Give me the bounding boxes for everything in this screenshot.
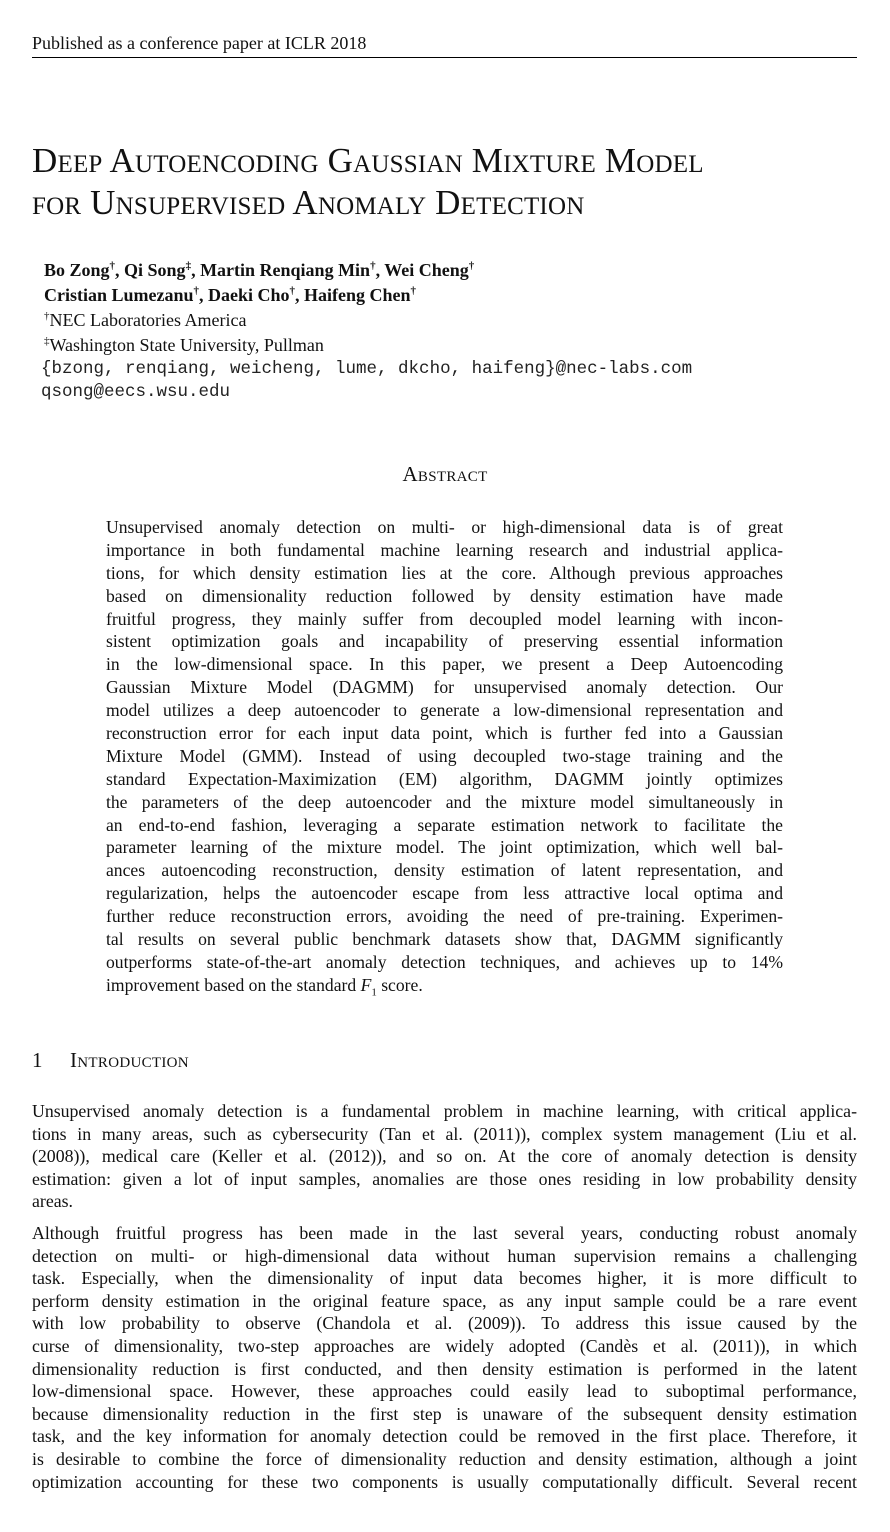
paragraph-line: (2008)), medical care (Keller et al. (2012)), and so on. At the core of anomaly detection is density xyxy=(32,1146,857,1167)
abstract-line: tions, for which density estimation lies at the core. Although previous approaches xyxy=(106,562,783,583)
paragraph-line: perform density estimation in the original feature space, as any input sample could be a rare event xyxy=(32,1290,857,1311)
author-affiliation-mark: † xyxy=(370,260,376,272)
paragraph-line: task, and the key information for anomaly detection could be removed in the first place. Therefore, it xyxy=(32,1426,857,1447)
abstract-body xyxy=(106,516,783,997)
paragraph-line: task. Especially, when the dimensionality of input data becomes higher, it is more difficult to xyxy=(32,1268,857,1289)
abstract-line: standard Expectation-Maximization (EM) algorithm, DAGMM jointly optimizes xyxy=(106,768,783,789)
author-name: Martin Renqiang Min xyxy=(200,260,371,280)
introduction-body xyxy=(32,1100,857,1493)
section-title: Introduction xyxy=(70,1048,189,1072)
abstract-line: sistent optimization goals and incapability of preserving essential information xyxy=(106,631,783,652)
abstract-line: parameter learning of the mixture model. The joint optimization, which well bal- xyxy=(106,837,783,858)
paragraph-line: is desirable to combine the force of dimensionality reduction and density estimation, although a joint xyxy=(32,1448,857,1469)
author-name: Bo Zong xyxy=(44,260,110,280)
abstract-line: Gaussian Mixture Model (DAGMM) for unsupervised anomaly detection. Our xyxy=(106,677,783,698)
intro-paragraph-1 xyxy=(32,1100,857,1213)
author-affiliation-mark: ‡ xyxy=(185,260,192,272)
author-name: Daeki Cho xyxy=(208,285,290,305)
paragraph-line: Unsupervised anomaly detection is a fundamental problem in machine learning, with critical applica- xyxy=(32,1101,857,1121)
abstract-line: tal results on several public benchmark datasets show that, DAGMM significantly xyxy=(106,929,783,950)
abstract-line: model utilizes a deep autoencoder to generate a low-dimensional representation and xyxy=(106,700,783,721)
abstract-line: an end-to-end fashion, leveraging a separate estimation network to facilitate the xyxy=(106,814,783,835)
paragraph-line: areas. xyxy=(32,1191,73,1212)
author-name: Haifeng Chen xyxy=(304,285,411,305)
abstract-heading: Abstract xyxy=(402,462,488,486)
email-wsu: qsong@eecs.wsu.edu xyxy=(41,382,231,402)
abstract-line: Mixture Model (GMM). Instead of using decoupled two-stage training and the xyxy=(106,745,783,766)
abstract-line: the parameters of the deep autoencoder and the mixture model simultaneously in xyxy=(106,791,783,812)
abstract-line: ances autoencoding reconstruction, density estimation of latent representation, and xyxy=(106,860,783,881)
author-affiliation-mark: † xyxy=(468,260,475,272)
abstract-line: in the low-dimensional space. In this paper, we present a Deep Autoencoding xyxy=(106,654,783,675)
paragraph-line: tions in many areas, such as cybersecurity (Tan et al. (2011)), complex system management (Liu et al. xyxy=(32,1123,857,1144)
paper-title xyxy=(32,140,862,224)
intro-paragraph-2 xyxy=(32,1222,857,1493)
double-dagger-mark: ‡ xyxy=(44,335,50,347)
dagger-mark: † xyxy=(44,310,50,322)
author-block xyxy=(41,258,844,404)
abstract-line: regularization, helps the autoencoder escape from less attractive local optima and xyxy=(106,883,783,904)
paper-title-line-1: Deep Autoencoding Gaussian Mixture Model xyxy=(32,141,704,180)
running-head: Published as a conference paper at ICLR 2018 xyxy=(32,32,857,58)
paragraph-line: optimization accounting for these two components is usually computationally difficult. Several recent xyxy=(32,1471,857,1492)
paragraph-line: because dimensionality reduction in the first step is unaware of the subsequent density estimation xyxy=(32,1403,857,1424)
abstract-line: fruitful progress, they mainly suffer from decoupled model learning with incon- xyxy=(106,608,783,629)
paragraph-line: detection on multi- or high-dimensional data without human supervision remains a challenging xyxy=(32,1245,857,1266)
author-affiliation-mark: † xyxy=(410,285,417,297)
author-line-1: Bo Zong†, Qi Song‡, Martin Renqiang Min†, Wei Cheng† xyxy=(44,260,475,280)
abstract-line: further reduce reconstruction errors, avoiding the need of pre-training. Experimen- xyxy=(106,906,783,927)
paragraph-line: Although fruitful progress has been made in the last several years, conducting robust anomaly xyxy=(32,1222,857,1243)
section-heading-introduction xyxy=(32,1048,857,1073)
abstract-line: outperforms state-of-the-art anomaly detection techniques, and achieves up to 14% xyxy=(106,951,783,972)
abstract-last-line: improvement based on the standard $F_1$ score. xyxy=(106,974,423,999)
paragraph-line: curse of dimensionality, two-step approaches are widely adopted (Candès et al. (2011)), in which xyxy=(32,1335,857,1356)
affiliation-nec: †NEC Laboratories America xyxy=(44,310,247,330)
author-name: Cristian Lumezanu xyxy=(44,285,194,305)
paragraph-line: dimensionality reduction is first conducted, and then density estimation is performed in the latent xyxy=(32,1358,857,1379)
abstract-line: reconstruction error for each input data point, which is further fed into a Gaussian xyxy=(106,723,783,744)
affiliation-wsu: ‡Washington State University, Pullman xyxy=(44,335,324,355)
paragraph-line: estimation: given a lot of input samples, anomalies are those ones residing in low probability density xyxy=(32,1168,857,1189)
author-name: Wei Cheng xyxy=(384,260,469,280)
author-affiliation-mark: † xyxy=(289,285,296,297)
f1-symbol: F xyxy=(360,974,372,995)
section-number: 1 xyxy=(32,1048,43,1072)
author-affiliation-mark: † xyxy=(109,260,116,272)
email-nec: {bzong, renqiang, weicheng, lume, dkcho, haifeng}@nec-labs.com xyxy=(41,359,693,379)
paragraph-line: with low probability to observe (Chandola et al. (2009)). To address this issue caused by the xyxy=(32,1313,857,1334)
paper-title-line-2: for Unsupervised Anomaly Detection xyxy=(32,183,585,222)
author-affiliation-mark: † xyxy=(193,285,200,297)
paragraph-line: low-dimensional space. However, these approaches could easily lead to suboptimal performance, xyxy=(32,1381,857,1402)
abstract-line: Unsupervised anomaly detection on multi- or high-dimensional data is of great xyxy=(106,517,783,537)
author-name: Qi Song xyxy=(124,260,186,280)
abstract-line: importance in both fundamental machine learning research and industrial applica- xyxy=(106,539,783,560)
author-line-2: Cristian Lumezanu†, Daeki Cho†, Haifeng Chen† xyxy=(44,285,417,305)
abstract-line: based on dimensionality reduction followed by density estimation have made xyxy=(106,585,783,606)
